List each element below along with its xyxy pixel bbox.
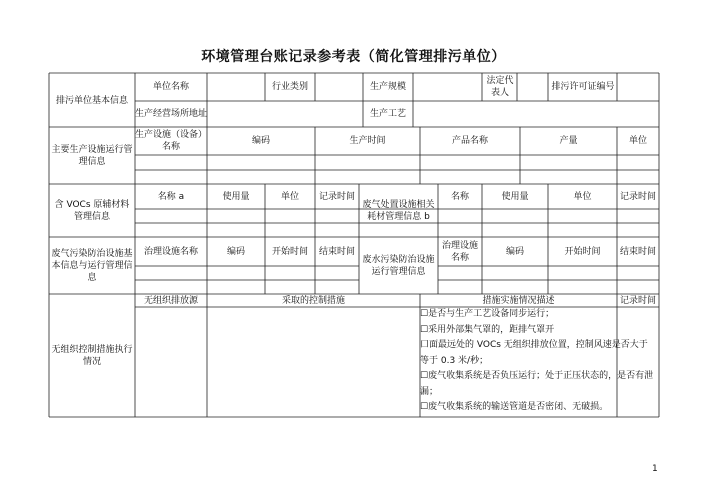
- header-consumable-usage: 使用量: [501, 191, 529, 202]
- header-consumable-name: 名称: [450, 191, 469, 202]
- header-facility-name: 生产设施（设备）名称: [135, 130, 207, 152]
- header-code: 编码: [251, 136, 270, 146]
- header-measures-taken: 采取的控制措施: [281, 295, 345, 306]
- header-legal-rep: 法定代表人: [486, 76, 514, 98]
- header-industry: 行业类别: [271, 82, 308, 92]
- header-voc-usage: 使用量: [222, 191, 250, 202]
- checklist-item: ☐是否与生产工艺设备同步运行；: [420, 309, 555, 319]
- header-gas-start: 开始时间: [271, 246, 308, 257]
- header-voc-name: 名称 a: [157, 191, 185, 202]
- header-unit-name: 单位名称: [152, 82, 189, 92]
- header-scale: 生产规模: [369, 82, 406, 92]
- section-production-label: 主要生产设施运行管理信息: [51, 145, 133, 167]
- header-water-end: 结束时间: [619, 246, 656, 257]
- header-unit: 单位: [628, 136, 647, 146]
- header-consumable-unit: 单位: [573, 191, 592, 202]
- header-source: 无组织排放源: [143, 295, 198, 306]
- header-water-code: 编码: [505, 246, 524, 257]
- header-gas-code: 编码: [226, 246, 245, 257]
- header-consumable-record-time: 记录时间: [619, 191, 656, 202]
- header-gas-facility-name: 治理设施名称: [143, 246, 198, 257]
- header-water-facility-name: 治理设施名称: [441, 240, 478, 263]
- section-unorganized-label: 无组织控制措施执行情况: [51, 345, 133, 367]
- measures-checklist: [420, 307, 656, 416]
- header-gas-end: 结束时间: [318, 246, 355, 257]
- section-basic-info-label: 排污单位基本信息: [55, 95, 128, 106]
- header-voc-unit: 单位: [280, 191, 299, 202]
- header-voc-record-time: 记录时间: [318, 191, 355, 202]
- header-output: 产量: [559, 136, 578, 146]
- header-status: 措施实施情况描述: [482, 295, 555, 306]
- checklist-item: ☐废气收集系统的输送管道是否密闭、无破损。: [420, 402, 609, 412]
- header-product-name: 产品名称: [451, 136, 488, 146]
- page-number: 1: [652, 464, 658, 474]
- header-permit-no: 排污许可证编号: [551, 82, 615, 92]
- header-production-time: 生产时间: [349, 136, 386, 146]
- header-record-time: 记录时间: [619, 295, 656, 306]
- checklist-item: 口面最远处的 VOCs 无组织排放位置，控制风速是否大于等于 0.3 米/秒；: [420, 340, 648, 366]
- document-title: 环境管理台账记录参考表（简化管理排污单位）: [201, 49, 506, 65]
- header-process: 生产工艺: [369, 109, 406, 119]
- header-site-address: 生产经营场所地址: [135, 109, 207, 119]
- section-pollution-control-label: 废气污染防治设施基本信息与运行管理信息: [51, 249, 133, 283]
- checklist-item: ☐废气收集系统是否负压运行；处于正压状态的，是否有泄漏；: [420, 371, 654, 397]
- checklist-item: ☐采用外部集气罩的，距排气罩开: [420, 324, 555, 335]
- section-voc-materials-label: 含 VOCs 原辅材料管理信息: [54, 200, 130, 222]
- header-water-start: 开始时间: [564, 246, 601, 257]
- header-gas-consumables: 废气处置设施相关耗材管理信息 b: [362, 199, 435, 222]
- header-water-control: 废水污染防治设施运行管理信息: [362, 254, 435, 277]
